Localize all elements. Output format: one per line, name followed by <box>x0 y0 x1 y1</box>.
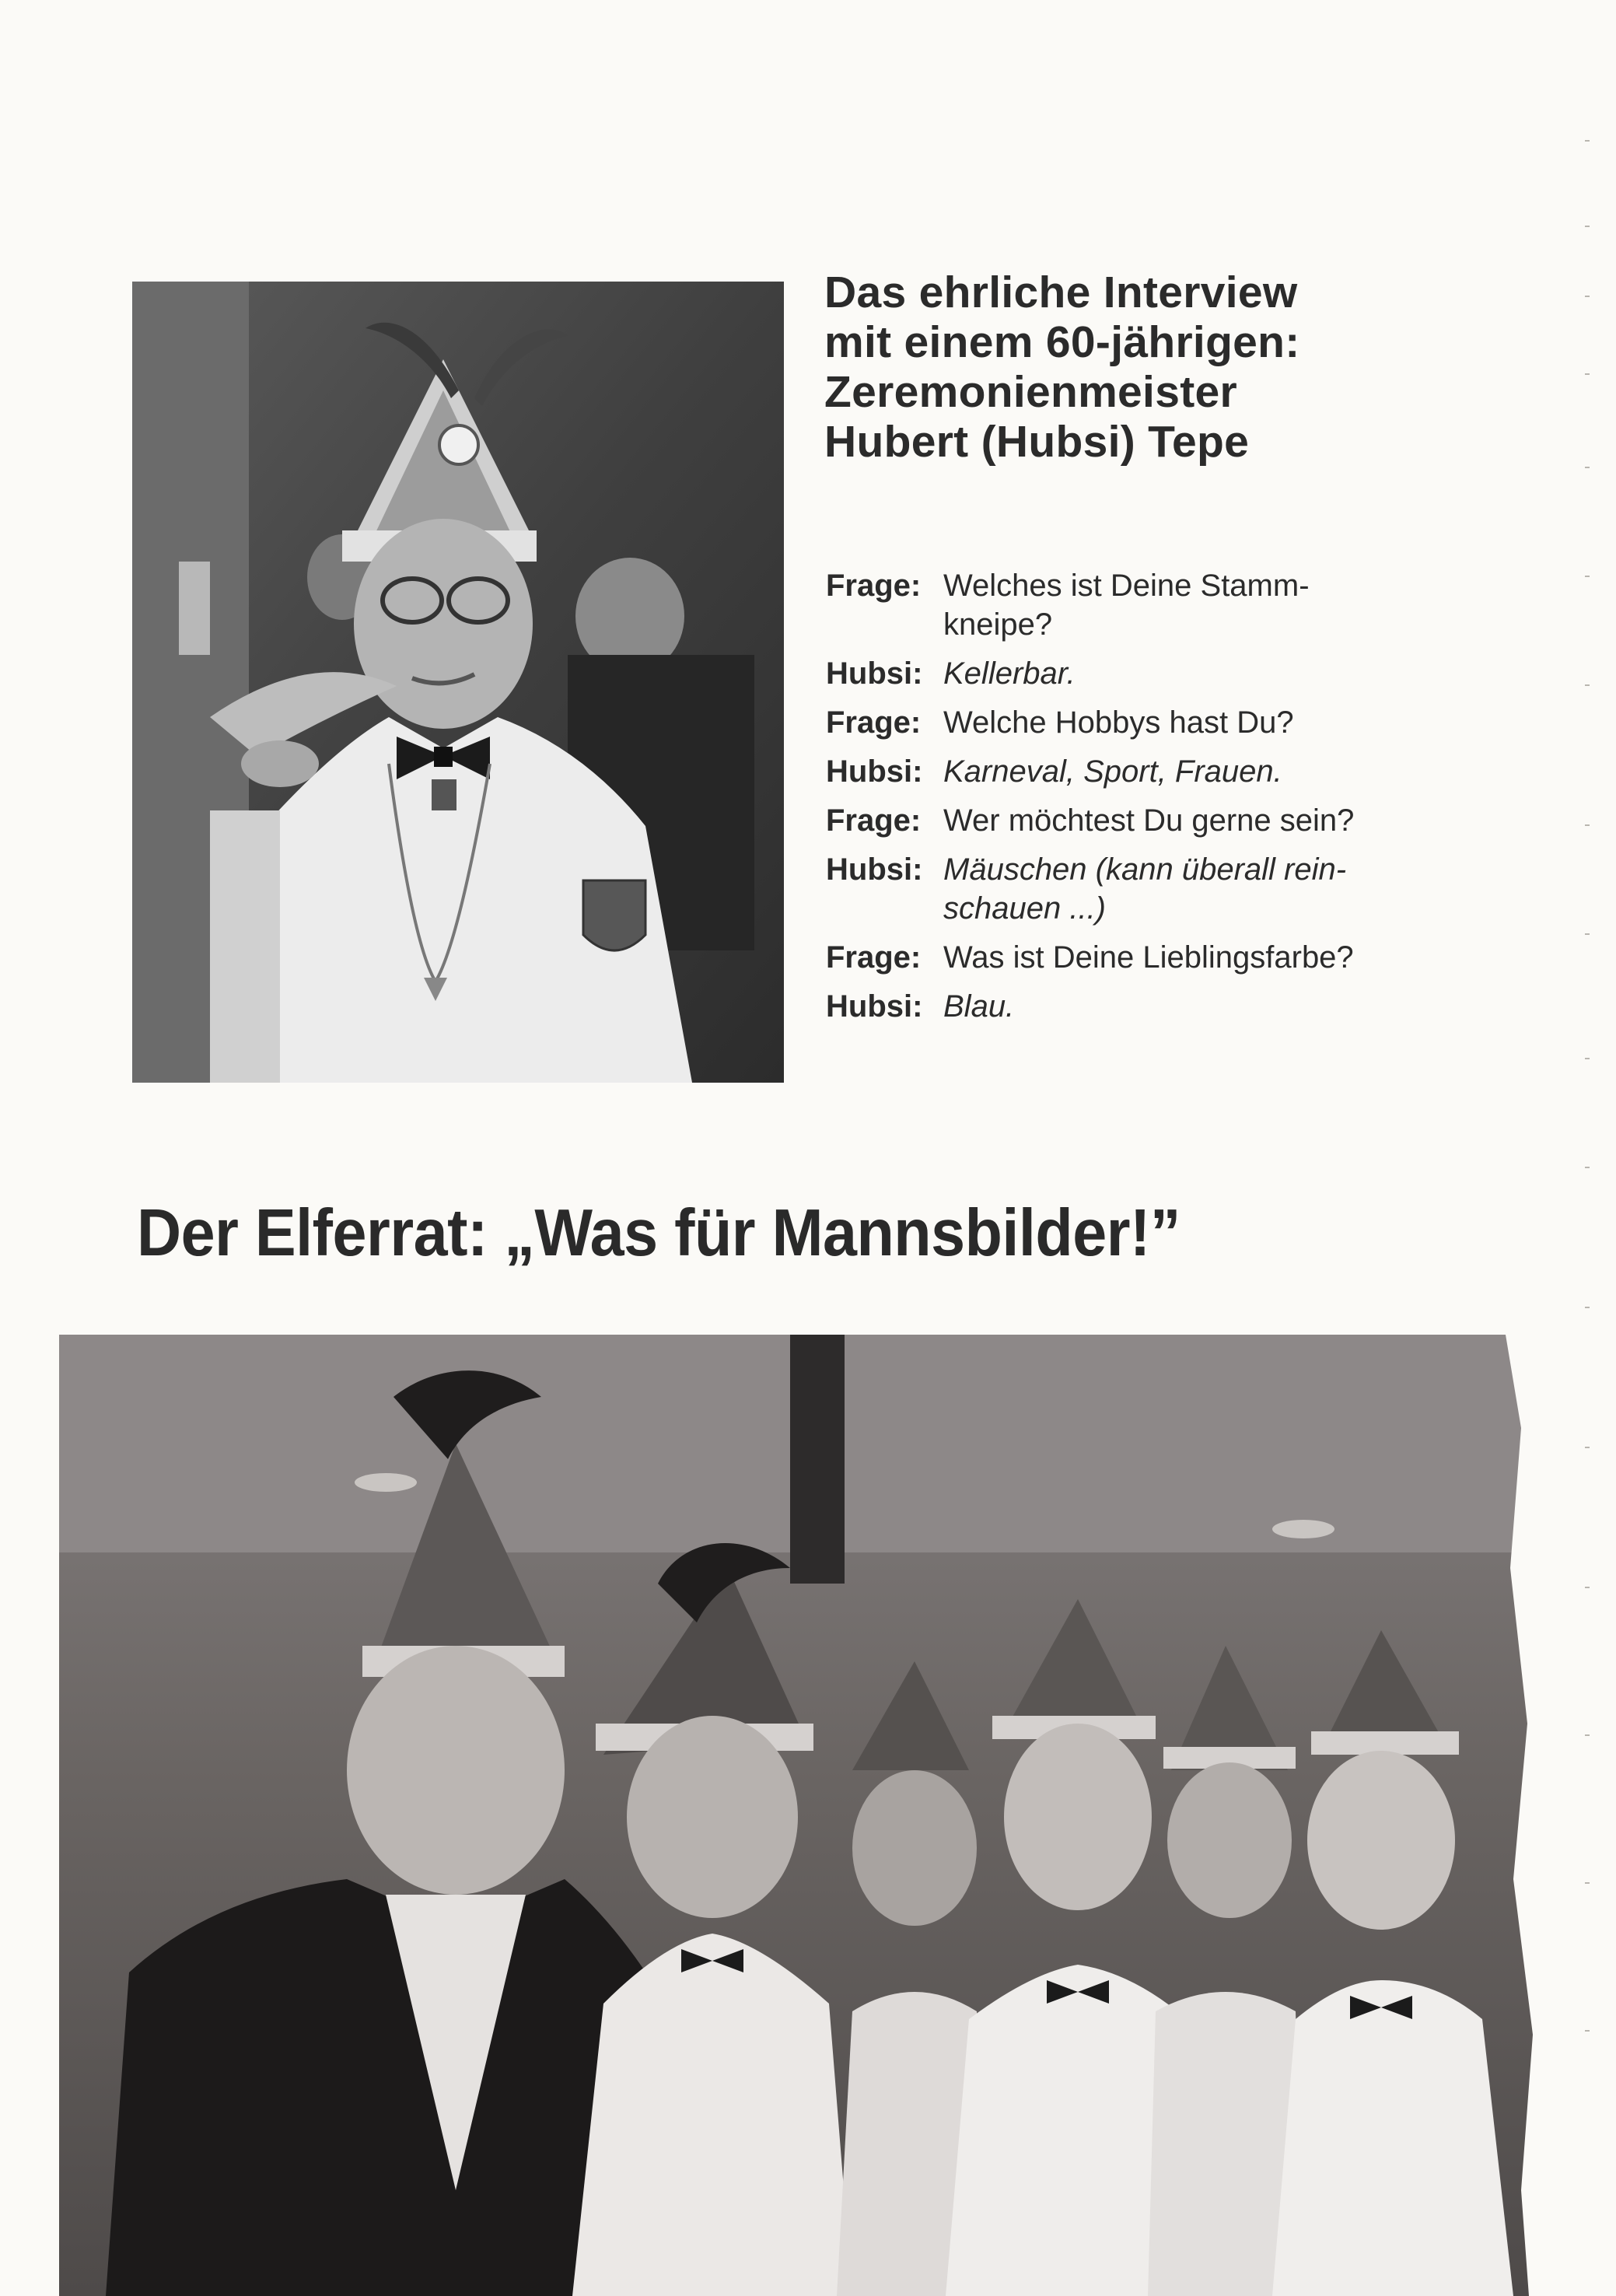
qa-line: Welche Hobbys hast Du? <box>943 705 1294 740</box>
qa-line: Mäuschen (kann überall rein- <box>943 852 1347 887</box>
qa-line: Kellerbar. <box>943 656 1076 691</box>
qa-speaker: Hubsi: <box>826 989 923 1024</box>
qa-row <box>826 938 1432 977</box>
scan-margin-marks <box>1585 140 1593 2162</box>
qa-speaker: Frage: <box>826 940 922 975</box>
interview-title-line: Das ehrliche Interview <box>824 268 1298 317</box>
qa-question <box>943 938 1432 977</box>
qa-line: Wer möchtest Du gerne sein? <box>943 803 1355 838</box>
qa-speaker: Hubsi: <box>826 656 923 691</box>
qa-answer <box>943 987 1432 1026</box>
qa-row <box>826 566 1432 644</box>
qa-line: schauen ...) <box>943 891 1107 926</box>
elferrat-group-photo <box>59 1335 1557 2296</box>
qa-speaker: Frage: <box>826 803 922 838</box>
qa-line: Welches ist Deine Stamm- <box>943 569 1310 603</box>
qa-row <box>826 801 1432 840</box>
interview-title-line: Zeremonienmeister <box>824 367 1237 417</box>
qa-speaker: Frage: <box>826 569 922 603</box>
qa-row <box>826 752 1432 791</box>
qa-speaker: Hubsi: <box>826 754 923 789</box>
hubsi-photo <box>132 282 784 1083</box>
qa-question <box>943 703 1432 742</box>
qa-answer <box>943 752 1432 791</box>
elferrat-heading: Der Elferrat: „Was für Mannsbilder!” <box>137 1196 1181 1270</box>
qa-line: kneipe? <box>943 607 1053 642</box>
qa-answer <box>943 654 1432 693</box>
qa-line: Was ist Deine Lieblingsfarbe? <box>943 940 1354 975</box>
qa-line: Blau. <box>943 989 1015 1024</box>
interview-title-line: mit einem 60-jährigen: <box>824 317 1300 367</box>
interview-qa-list <box>826 566 1432 1036</box>
qa-speaker: Frage: <box>826 705 922 740</box>
qa-question <box>943 801 1432 840</box>
qa-row <box>826 654 1432 693</box>
qa-question <box>943 566 1432 644</box>
interview-title <box>824 268 1446 467</box>
interview-title-line: Hubert (Hubsi) Tepe <box>824 417 1250 467</box>
qa-line: Karneval, Sport, Frauen. <box>943 754 1282 789</box>
qa-row <box>826 703 1432 742</box>
qa-answer <box>943 850 1432 928</box>
qa-row <box>826 987 1432 1026</box>
qa-speaker: Hubsi: <box>826 852 923 887</box>
qa-row <box>826 850 1432 928</box>
